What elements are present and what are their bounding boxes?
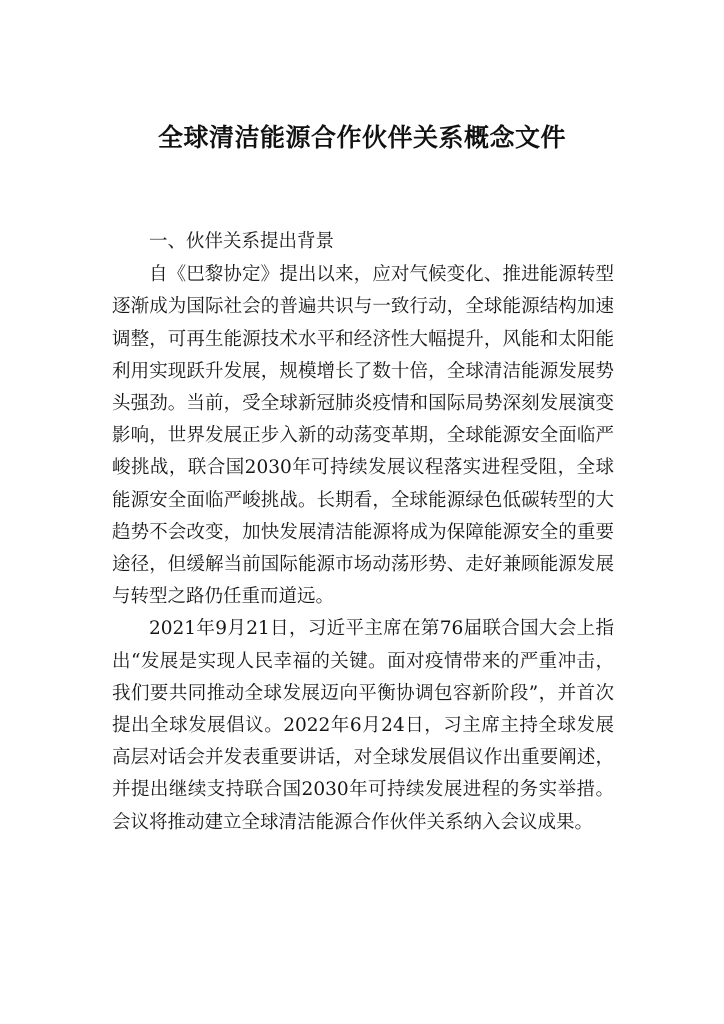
paragraph-global-development: 2021年9月21日，习近平主席在第76届联合国大会上指出“发展是实现人民幸福的关键。面对疫情带来的严重冲击，我们要共同推动全球发展迈向平衡协调包容新阶段”，并首次提出全球发展倡议。2022年6月24日，习主席主持全球发展高层对话会并发表重要讲话，对全球发展倡议作出重要阐述，并提出继续支持联合国2030年可持续发展进程的务实举措。会议将推动建立全球清洁能源合作伙伴关系纳入会议成果。 bbox=[112, 618, 614, 833]
document-body bbox=[112, 226, 614, 839]
section-heading: 一、伙伴关系提出背景 bbox=[149, 231, 335, 252]
paragraph-background: 自《巴黎协定》提出以来，应对气候变化、推进能源转型逐渐成为国际社会的普遍共识与一致行动，全球能源结构加速调整，可再生能源技术水平和经济性大幅提升，风能和太阳能利用实现跃升发展，规模增长了数十倍，全球清洁能源发展势头强劲。当前，受全球新冠肺炎疫情和国际局势深刻发展演变影响，世界发展正步入新的动荡变革期，全球能源安全面临严峻挑战，联合国2030年可持续发展议程落实进程受阻，全球能源安全面临严峻挑战。长期看，全球能源绿色低碳转型的大趋势不会改变，加快发展清洁能源将成为保障能源安全的重要途径，但缓解当前国际能源市场动荡形势、走好兼顾能源发展与转型之路仍任重而道远。 bbox=[112, 264, 614, 608]
document-title: 全球清洁能源合作伙伴关系概念文件 bbox=[157, 123, 566, 152]
